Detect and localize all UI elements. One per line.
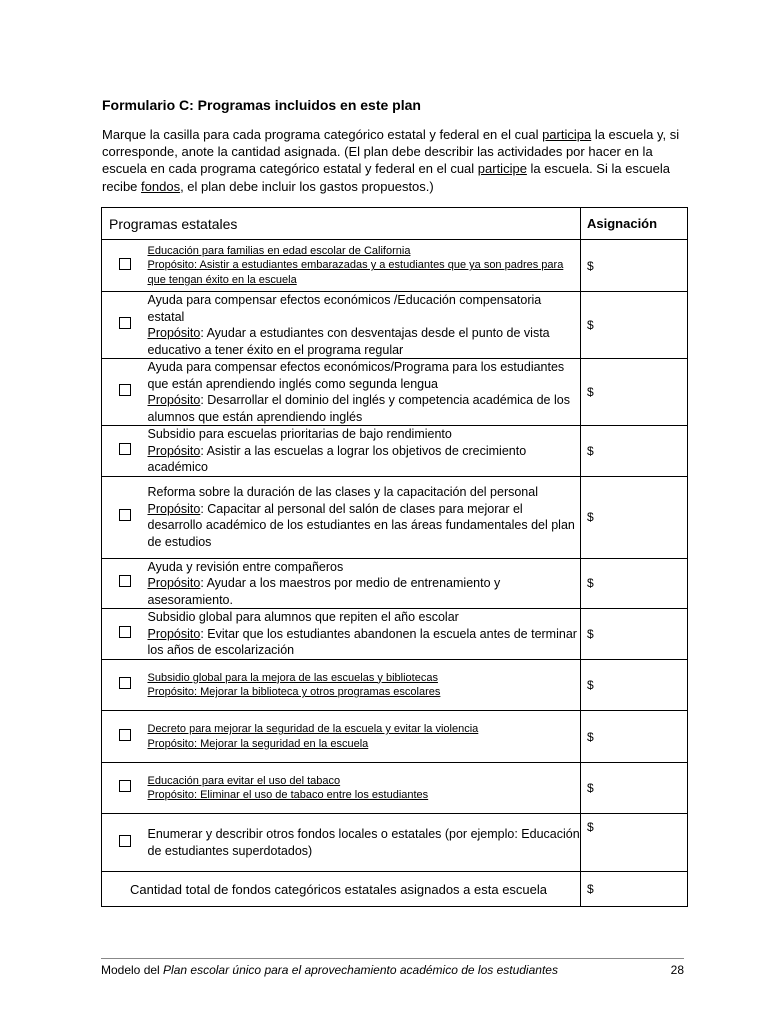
- table-header: [102, 208, 688, 240]
- program-purpose: Propósito: Asistir a las escuelas a lograr los objetivos de crecimiento académico: [147, 443, 527, 474]
- total-amount-cell[interactable]: [581, 872, 688, 907]
- amount-cell[interactable]: [581, 292, 688, 359]
- program-description: [148, 476, 581, 558]
- checkbox-cell[interactable]: [102, 240, 148, 292]
- table-row: [102, 359, 688, 426]
- total-label: Cantidad total de fondos categóricos estatales asignados a esta escuela: [102, 872, 581, 907]
- program-purpose: Propósito: Mejorar la biblioteca y otros programas escolares: [147, 686, 441, 698]
- amount-cell[interactable]: [581, 476, 688, 558]
- checkbox[interactable]: [119, 317, 131, 329]
- program-purpose: Propósito: Evitar que los estudiantes abandonen la escuela antes de terminar los años de escolarización: [147, 626, 577, 658]
- table-row: [102, 476, 688, 558]
- program-name: Educación para evitar el uso del tabaco: [147, 774, 341, 787]
- program-description: [148, 609, 581, 660]
- other-description: Enumerar y describir otros fondos locales o estatales (por ejemplo: Educación de estudiantes superdotados): [148, 814, 581, 872]
- checkbox[interactable]: [119, 780, 131, 792]
- amount-cell[interactable]: [581, 558, 688, 609]
- page-number: 28: [670, 963, 684, 977]
- dollar-sign: $: [587, 820, 594, 834]
- program-name: Subsidio global para alumnos que repiten el año escolar: [147, 610, 459, 625]
- checkbox[interactable]: [119, 677, 131, 689]
- checkbox[interactable]: [119, 575, 131, 587]
- dollar-sign: $: [587, 576, 594, 591]
- program-purpose: Propósito: Mejorar la seguridad en la escuela: [147, 737, 369, 750]
- table-row: [102, 426, 688, 477]
- checkbox[interactable]: [119, 384, 131, 396]
- table-row: [102, 711, 688, 763]
- dollar-sign: $: [587, 385, 594, 399]
- program-name: Reforma sobre la duración de las clases y la capacitación del personal: [147, 485, 538, 499]
- program-description: [148, 426, 581, 477]
- form-title: Formulario C: Programas incluidos en este plan: [102, 97, 421, 113]
- checkbox[interactable]: [119, 626, 131, 638]
- checkbox[interactable]: [119, 835, 131, 847]
- program-name: Decreto para mejorar la seguridad de la escuela y evitar la violencia: [147, 723, 479, 735]
- program-purpose: Propósito: Ayudar a los maestros por medio de entrenamiento y asesoramiento.: [147, 576, 501, 607]
- checkbox-cell[interactable]: [102, 292, 148, 359]
- program-description: [148, 240, 581, 292]
- dollar-sign: $: [587, 678, 594, 692]
- header-amount: Asignación: [581, 208, 688, 240]
- program-description: [148, 558, 581, 609]
- amount-cell[interactable]: [581, 814, 688, 872]
- amount-cell[interactable]: [581, 240, 688, 292]
- checkbox-cell[interactable]: [102, 711, 148, 763]
- page-footer: Modelo del Plan escolar único para el aprovechamiento académico de los estudiantes 28: [101, 963, 684, 977]
- amount-cell[interactable]: [581, 711, 688, 763]
- dollar-sign: $: [587, 443, 594, 458]
- checkbox-cell[interactable]: [102, 476, 148, 558]
- footer-divider: [101, 958, 684, 959]
- dollar-sign: $: [587, 729, 594, 744]
- program-purpose: Propósito: Asistir a estudiantes embarazadas y a estudiantes que ya son padres para que tengan éxito en la escuela: [147, 259, 564, 286]
- dollar-sign: $: [587, 627, 594, 641]
- checkbox-cell[interactable]: [102, 426, 148, 477]
- amount-cell[interactable]: [581, 609, 688, 660]
- checkbox-cell[interactable]: [102, 558, 148, 609]
- checkbox[interactable]: [119, 509, 131, 521]
- checkbox-cell[interactable]: [102, 763, 148, 814]
- header-programs: Programas estatales: [102, 208, 581, 240]
- program-name: Ayuda para compensar efectos económicos/Programa para los estudiantes que están aprendiendo inglés como segunda lengua: [147, 360, 565, 391]
- program-name: Educación para familias en edad escolar de California: [147, 244, 411, 257]
- program-name: Ayuda y revisión entre compañeros: [147, 559, 344, 574]
- program-name: Subsidio global para la mejora de las escuelas y bibliotecas: [147, 671, 438, 684]
- program-description: [148, 660, 581, 711]
- table-row: [102, 240, 688, 292]
- checkbox[interactable]: [119, 258, 131, 270]
- dollar-sign: $: [587, 258, 594, 273]
- checkbox-cell[interactable]: [102, 814, 148, 872]
- checkbox-cell[interactable]: [102, 660, 148, 711]
- dollar-sign: $: [587, 318, 594, 332]
- table-row: [102, 660, 688, 711]
- table-row: [102, 292, 688, 359]
- checkbox[interactable]: [119, 729, 131, 741]
- program-description: [148, 292, 581, 359]
- program-description: [148, 359, 581, 426]
- program-name: Ayuda para compensar efectos económicos /Educación compensatoria estatal: [147, 293, 542, 324]
- program-purpose: Propósito: Ayudar a estudiantes con desventajas desde el punto de vista educativo a tener éxito en el programa regular: [147, 326, 550, 357]
- checkbox-cell[interactable]: [102, 609, 148, 660]
- program-purpose: Propósito: Capacitar al personal del salón de clases para mejorar el desarrollo académico de los estudiantes en las áreas fundamentales del plan de estudios: [147, 501, 575, 549]
- instructions-paragraph: Marque la casilla para cada programa categórico estatal y federal en el cual participa la escuela y, si corresponde, anote la cantidad asignada. (El plan debe describir las actividades por hacer en la escuela en cada programa categórico estatal y federal en el cual participe la escuela. Si la escuela recibe fondos, el plan debe incluir los gastos propuestos.): [102, 127, 680, 194]
- checkbox-cell[interactable]: [102, 359, 148, 426]
- programs-table: [101, 207, 688, 907]
- amount-cell[interactable]: [581, 359, 688, 426]
- dollar-sign: $: [587, 510, 594, 524]
- table-row: [102, 763, 688, 814]
- program-purpose: Propósito: Eliminar el uso de tabaco entre los estudiantes: [147, 789, 429, 801]
- checkbox[interactable]: [119, 443, 131, 455]
- amount-cell[interactable]: [581, 763, 688, 814]
- program-description: [148, 763, 581, 814]
- table-row-other: [102, 814, 688, 872]
- program-description: [148, 711, 581, 763]
- table-row-total: [102, 872, 688, 907]
- program-purpose: Propósito: Desarrollar el dominio del inglés y competencia académica de los alumnos que están aprendiendo inglés: [147, 393, 570, 424]
- amount-cell[interactable]: [581, 660, 688, 711]
- table-row: [102, 609, 688, 660]
- table-row: [102, 558, 688, 609]
- program-name: Subsidio para escuelas prioritarias de bajo rendimiento: [147, 427, 452, 441]
- dollar-sign: $: [587, 781, 594, 795]
- amount-cell[interactable]: [581, 426, 688, 477]
- dollar-sign: $: [587, 882, 594, 896]
